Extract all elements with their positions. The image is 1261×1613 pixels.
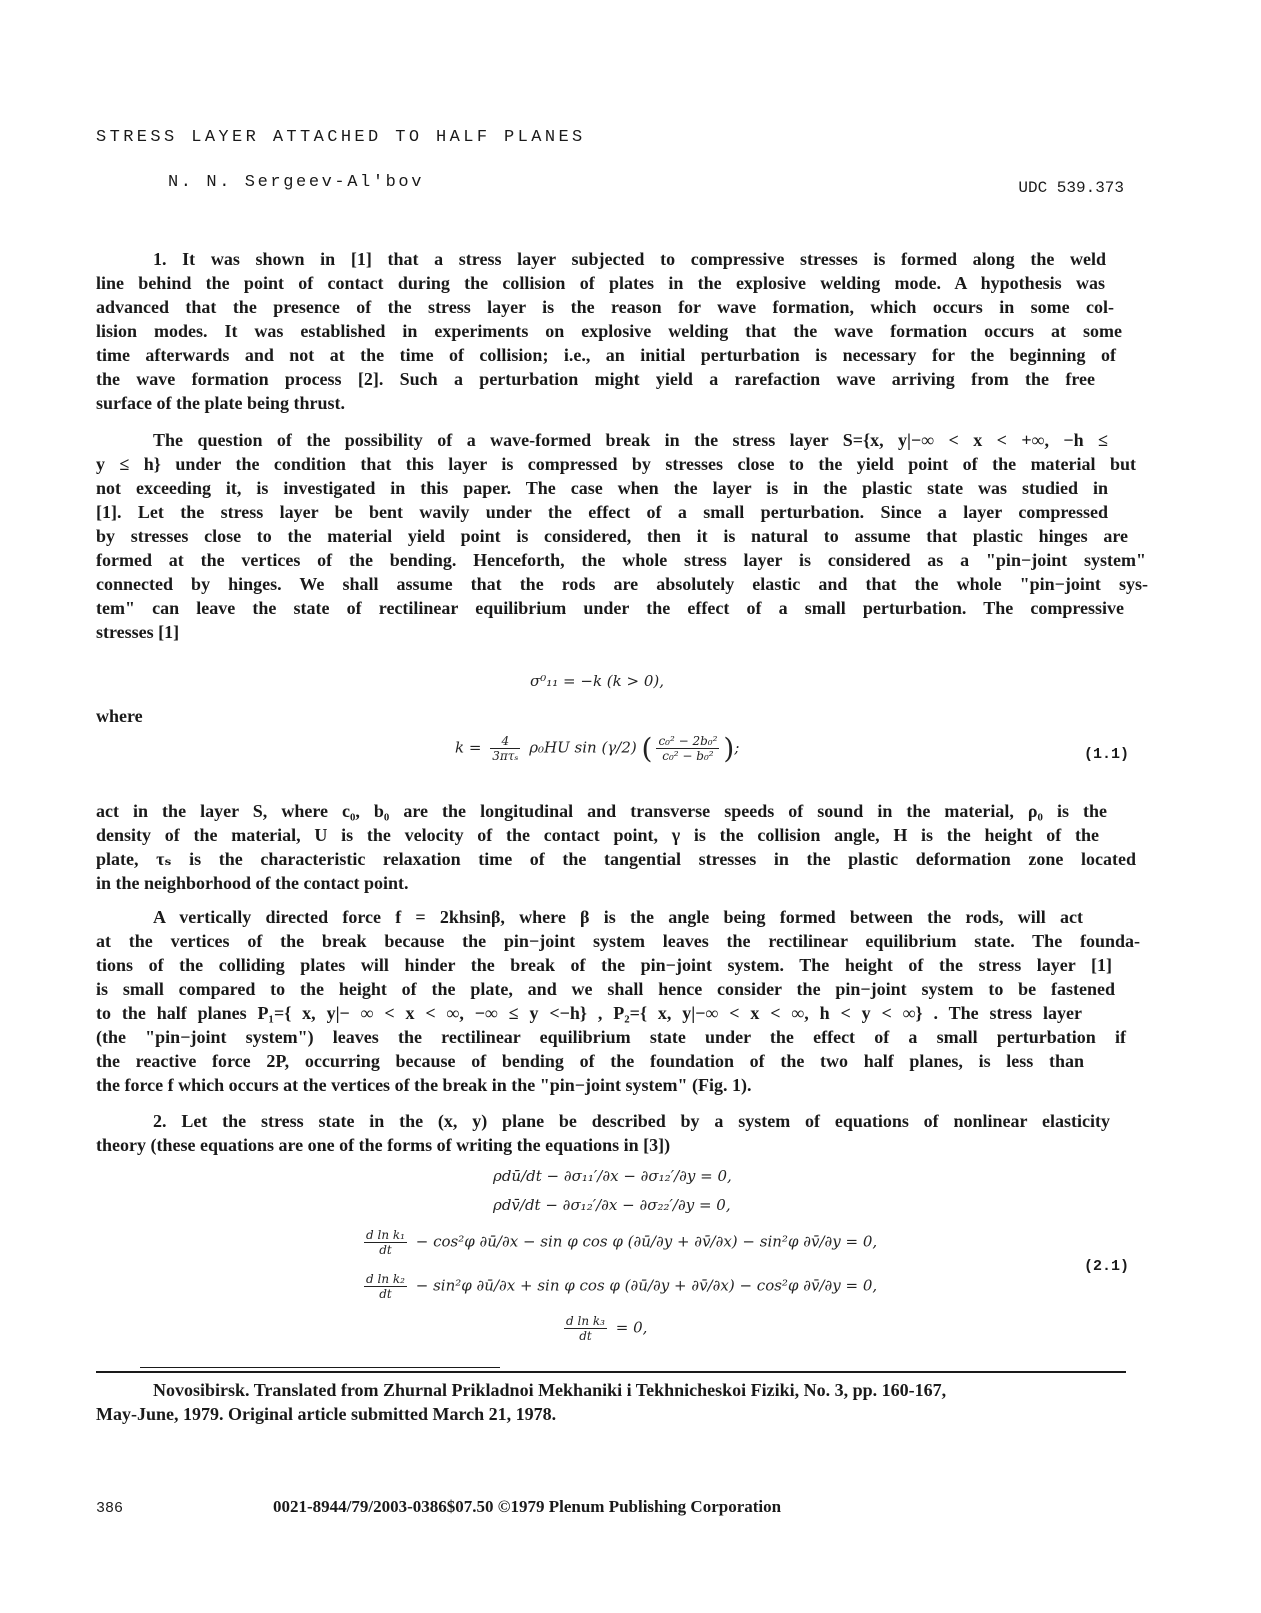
eq-line-2: ρdv̄/dt − ∂σ₁₂′/∂x − ∂σ₂₂′/∂y = 0, <box>493 1196 731 1214</box>
paper-title: STRESS LAYER ATTACHED TO HALF PLANES <box>96 128 586 147</box>
open-paren-icon: ( <box>641 732 653 765</box>
eq-lhs: k = <box>455 738 482 757</box>
text-line: stresses [1] <box>96 622 180 642</box>
text-line: 1. It was shown in [1] that a stress layer subjected to compressive stresses is formed along the weld <box>153 249 1106 269</box>
text-line: is small compared to the height of the plate, and we shall hence consider the pin−joint system to be fastened <box>96 979 1115 999</box>
eq-l3-den: dt <box>379 1243 392 1257</box>
text-line: (the "pin−joint system") leaves the rectilinear equilibrium state under the effect of a small perturbation if <box>96 1027 1126 1047</box>
eq-l3-rest: − cos²φ ∂ū/∂x − sin φ cos φ (∂ū/∂y + ∂v̄/∂x) − sin²φ ∂v̄/∂y = 0, <box>415 1232 878 1251</box>
eq-l3-num: d ln k₁ <box>366 1228 405 1242</box>
eq-tail: ; <box>734 738 740 757</box>
text-line: surface of the plate being thrust. <box>96 393 345 413</box>
eq-sqrt-den: c₀² − b₀² <box>662 749 714 763</box>
eq-l5-rest: = 0, <box>615 1318 648 1337</box>
text-line: the force f which occurs at the vertices of the break in the "pin−joint system" (Fig. 1). <box>96 1075 752 1095</box>
copyright-line: 0021-8944/79/2003-0386$07.50 ©1979 Plenum Publishing Corporation <box>273 1497 782 1516</box>
eq-l4-frac <box>364 1272 407 1301</box>
text-line: not exceeding it, is investigated in this paper. The case when the layer is in the plastic state was studied in <box>96 478 1108 498</box>
where-label: where <box>96 706 143 726</box>
eq-l4-num: d ln k₂ <box>366 1272 405 1286</box>
text-line: line behind the point of contact during the collision of plates in the explosive welding mode. A hypothesis was <box>96 273 1105 293</box>
text-line: time afterwards and not at the time of collision; i.e., an initial perturbation is necessary for the beginning of <box>96 345 1116 365</box>
eq-fraction <box>490 734 520 763</box>
equation-number-2-1: (2.1) <box>1084 1258 1130 1275</box>
footnote-line: Novosibirsk. Translated from Zhurnal Prikladnoi Mekhaniki i Tekhnicheskoi Fiziki, No. 3, pp. 160-167, <box>153 1380 947 1400</box>
equation-1-1 <box>455 732 739 765</box>
eq-sqrt-num: c₀² − 2b₀² <box>658 734 718 748</box>
close-paren-icon: ) <box>723 732 735 765</box>
eq-l4-rest: − sin²φ ∂ū/∂x + sin φ cos φ (∂ū/∂y + ∂v̄/∂x) − cos²φ ∂v̄/∂y = 0, <box>415 1276 878 1295</box>
footnote-rule-thin <box>140 1367 500 1368</box>
eq-l3-frac <box>364 1228 407 1257</box>
author-name: N. N. Sergeev-Al'bov <box>168 173 425 192</box>
text-line: advanced that the presence of the stress layer is the reason for wave formation, which occurs in some col- <box>96 297 1114 317</box>
text-line: connected by hinges. We shall assume that the rods are absolutely elastic and that the whole "pin−joint sys- <box>96 574 1148 594</box>
page-number: 386 <box>96 1500 124 1517</box>
text-line: y ≤ h} under the condition that this layer is compressed by stresses close to the yield point of the material but <box>96 454 1136 474</box>
text-line: [1]. Let the stress layer be bent wavily under the effect of a small perturbation. Since a layer compressed <box>96 502 1108 522</box>
text-line: tem" can leave the state of rectilinear equilibrium under the effect of a small perturbation. The compressive <box>96 598 1124 618</box>
eq-l5-num: d ln k₃ <box>566 1314 605 1328</box>
text-line: 2. Let the stress state in the (x, y) plane be described by a system of equations of nonlinear elasticity <box>153 1111 1110 1131</box>
text-line: lision modes. It was established in experiments on explosive welding that the wave formation occurs at some <box>96 321 1122 341</box>
text-line: the reactive force 2P, occurring because of bending of the foundation of the two half planes, is less than <box>96 1051 1084 1071</box>
equation-sigma: σ⁰₁₁ = −k (k > 0), <box>530 672 665 690</box>
equation-number-1-1: (1.1) <box>1084 746 1130 763</box>
text-line: theory (these equations are one of the forms of writing the equations in [3]) <box>96 1135 671 1155</box>
eq-line-3 <box>360 1228 877 1257</box>
text-line: The question of the possibility of a wave-formed break in the stress layer S={x, y|−∞ < x < +∞, −h ≤ <box>153 430 1108 450</box>
text-line: at the vertices of the break because the pin−joint system leaves the rectilinear equilibrium state. The founda- <box>96 931 1140 951</box>
eq-line-4 <box>360 1272 877 1301</box>
eq-line-1: ρdū/dt − ∂σ₁₁′/∂x − ∂σ₁₂′/∂y = 0, <box>493 1167 732 1185</box>
text-line: the wave formation process [2]. Such a perturbation might yield a rarefaction wave arriving from the free <box>96 369 1095 389</box>
eq-frac-num: 4 <box>490 734 520 749</box>
eq-frac-den: 3πτₛ <box>492 749 519 763</box>
footnote-line: May-June, 1979. Original article submitted March 21, 1978. <box>96 1404 557 1424</box>
text-line: density of the material, U is the velocity of the contact point, γ is the collision angle, H is the height of the <box>96 825 1099 845</box>
text-line: formed at the vertices of the bending. Henceforth, the whole stress layer is considered as a "pin−joint system" <box>96 550 1146 570</box>
text-line: in the neighborhood of the contact point. <box>96 873 409 893</box>
text-line: tions of the colliding plates will hinder the break of the pin−joint system. The height of the stress layer [1] <box>96 955 1112 975</box>
eq-l5-frac <box>564 1314 607 1343</box>
eq-mid: ρ₀HU sin (γ/2) <box>529 738 637 757</box>
udc-code: UDC 539.373 <box>1018 179 1124 197</box>
eq-line-5 <box>560 1314 647 1343</box>
text-line: A vertically directed force f = 2khsinβ, where β is the angle being formed between the rods, will act <box>153 907 1083 927</box>
text-line: plate, τₛ is the characteristic relaxation time of the tangential stresses in the plastic deformation zone located <box>96 849 1136 869</box>
eq-l4-den: dt <box>379 1287 392 1301</box>
footnote-rule <box>96 1371 1126 1373</box>
text-line: act in the layer S, where c₀, b₀ are the longitudinal and transverse speeds of sound in the material, ρ₀ is the <box>96 801 1107 821</box>
text-line: by stresses close to the material yield point is considered, then it is natural to assume that plastic hinges are <box>96 526 1128 546</box>
eq-sqrt-fraction <box>656 734 719 763</box>
eq-l5-den: dt <box>579 1329 592 1343</box>
text-line: to the half planes P₁={ x, y|− ∞ < x < ∞, −∞ ≤ y <−h} , P₂={ x, y|−∞ < x < ∞, h < y < ∞} . The stress layer <box>96 1003 1082 1023</box>
